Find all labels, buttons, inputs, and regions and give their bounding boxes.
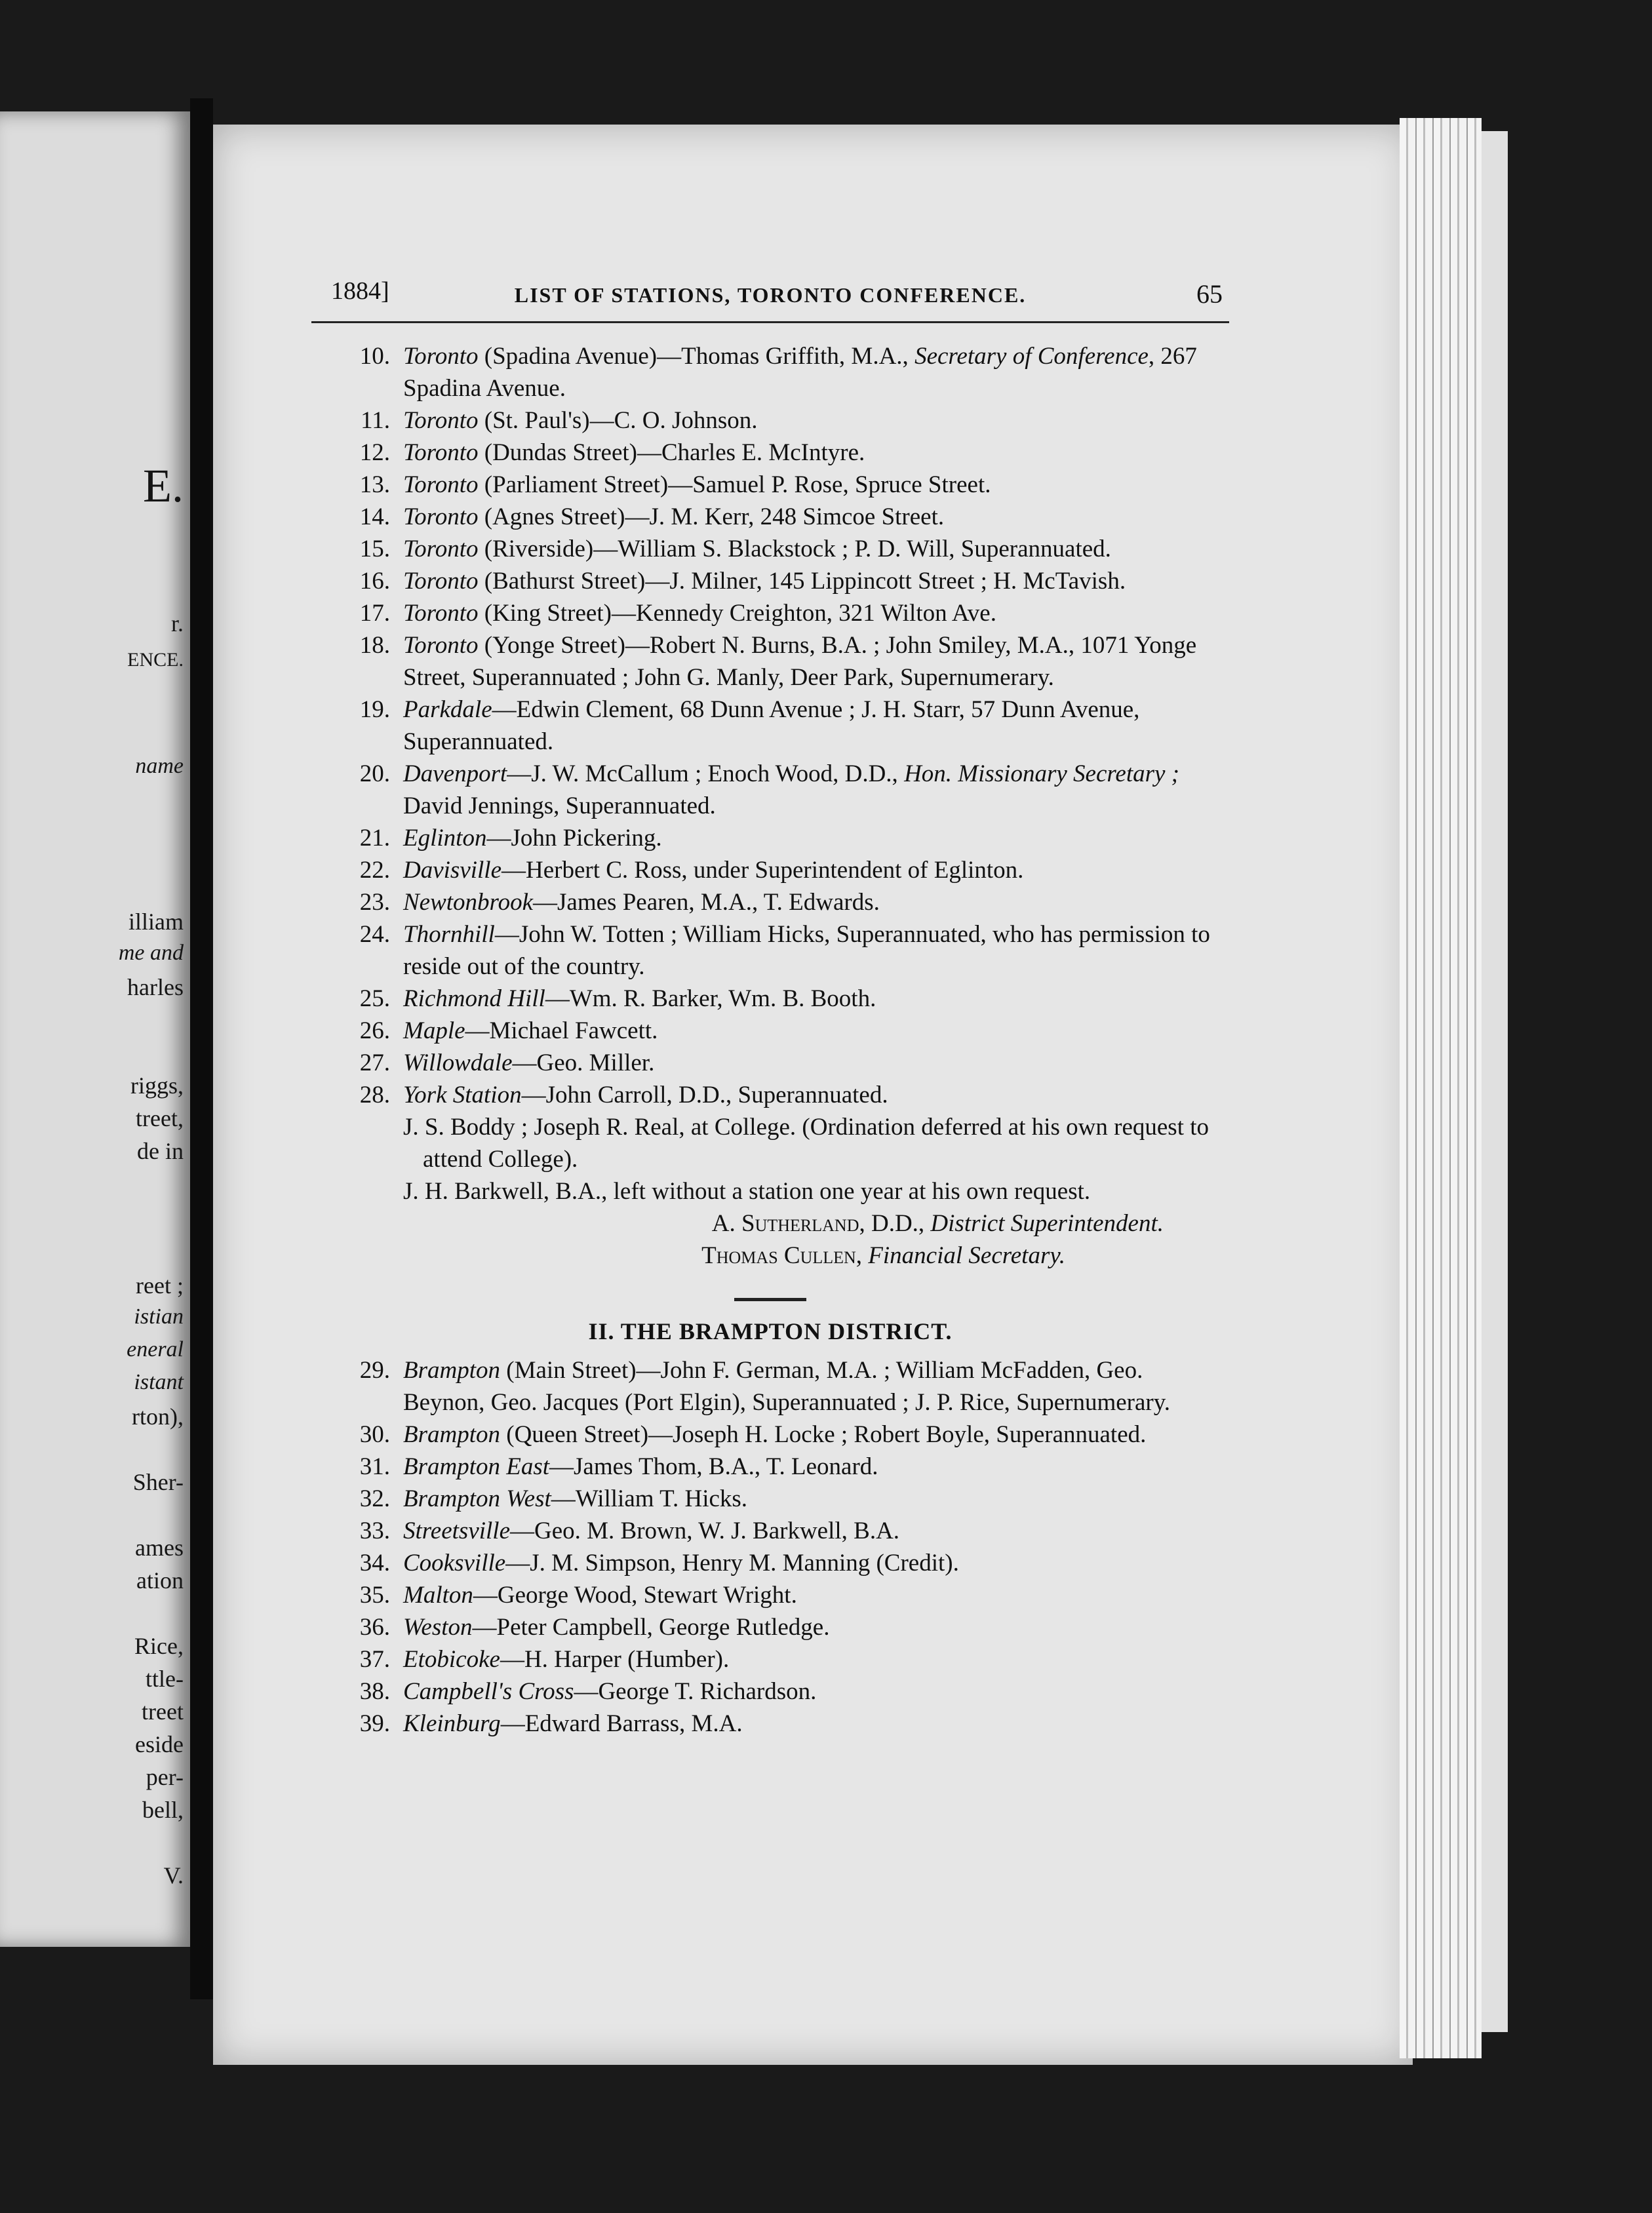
- entry-number: 21.: [359, 825, 390, 852]
- station-entry: [311, 404, 1229, 437]
- entry-number: 36.: [359, 1614, 390, 1641]
- station-entry: [311, 854, 1229, 886]
- station-entry: [311, 501, 1229, 533]
- station-details: —James Pearen, M.A., T. Edwards.: [533, 889, 880, 916]
- station-name: Brampton: [403, 1357, 500, 1384]
- signature-suffix: ,: [856, 1242, 869, 1269]
- left-page-fragment: illiam: [128, 909, 184, 935]
- station-details: —Geo. M. Brown, W. J. Barkwell, B.A.: [510, 1518, 900, 1544]
- station-name: Campbell's Cross: [403, 1678, 574, 1705]
- left-page-fragment: ENCE.: [127, 649, 184, 671]
- station-details: —J. M. Simpson, Henry M. Manning (Credit).: [505, 1550, 959, 1577]
- left-page-fragment: ttle-: [146, 1666, 184, 1692]
- station-details: —George Wood, Stewart Wright.: [473, 1582, 797, 1609]
- station-name: Toronto: [403, 343, 479, 370]
- station-entry: [311, 822, 1229, 854]
- entry-number: 20.: [359, 760, 390, 787]
- left-page-fragment: Sher-: [132, 1469, 184, 1495]
- station-entry: [311, 1419, 1229, 1451]
- entry-number: 22.: [359, 857, 390, 884]
- entry-number: 15.: [359, 536, 390, 562]
- entry-number: 34.: [359, 1550, 390, 1577]
- entry-number: 27.: [359, 1049, 390, 1076]
- page-content: [311, 275, 1229, 1740]
- book-gutter: [190, 98, 213, 1999]
- station-details: —Peter Campbell, George Rutledge.: [472, 1614, 830, 1641]
- signature-block: [311, 1207, 1229, 1272]
- entry-number: 12.: [359, 439, 390, 466]
- station-name: York Station: [403, 1082, 522, 1108]
- station-role: Secretary of Conference: [914, 343, 1149, 370]
- signature-name: Thomas Cullen: [701, 1242, 856, 1269]
- toronto-entries: [311, 340, 1229, 1111]
- left-page-fragment: harles: [127, 974, 184, 1000]
- station-details: (Queen Street)—Joseph H. Locke ; Robert Boyle, Superannuated.: [500, 1421, 1147, 1448]
- station-details: —Herbert C. Ross, under Superintendent of Eglinton.: [502, 857, 1024, 884]
- entry-number: 19.: [359, 696, 390, 723]
- station-details: (Riverside)—William S. Blackstock ; P. D. Will, Superannuated.: [478, 536, 1111, 562]
- station-entry: [311, 437, 1229, 469]
- entry-number: 10.: [359, 343, 390, 370]
- header-title: LIST OF STATIONS, TORONTO CONFERENCE.: [514, 283, 1027, 307]
- station-details: —Edwin Clement, 68 Dunn Avenue ; J. H. Starr, 57 Dunn Avenue, Superannuated.: [403, 696, 1140, 755]
- station-entry: [311, 1451, 1229, 1483]
- notes: [311, 1111, 1229, 1207]
- station-entry: [311, 1047, 1229, 1079]
- station-entry: [311, 1708, 1229, 1740]
- station-entry: [311, 1579, 1229, 1611]
- station-role: Hon. Missionary Secretary ;: [904, 760, 1179, 787]
- left-page-fragment: me and: [118, 941, 184, 965]
- entry-number: 14.: [359, 503, 390, 530]
- station-details: (Yonge Street)—Robert N. Burns, B.A. ; John Smiley, M.A., 1071 Yonge Street, Superannuated ; John G. Manly, Deer Park, Supernumerary.: [403, 632, 1197, 691]
- station-name: Toronto: [403, 632, 479, 659]
- left-page-fragment: treet: [142, 1698, 184, 1725]
- station-entry: [311, 1079, 1229, 1111]
- left-page-fragment: ames: [135, 1535, 184, 1561]
- station-name: Toronto: [403, 503, 479, 530]
- entry-number: 23.: [359, 889, 390, 916]
- station-entry: [311, 1483, 1229, 1515]
- page-edge-background: [1482, 131, 1508, 2032]
- station-name: Kleinburg: [403, 1710, 501, 1737]
- station-entry: [311, 597, 1229, 629]
- station-name: Cooksville: [403, 1550, 506, 1577]
- station-name: Toronto: [403, 600, 479, 627]
- station-entry: [311, 1611, 1229, 1643]
- signature-suffix: , D.D.,: [859, 1210, 931, 1237]
- entry-number: 37.: [359, 1646, 390, 1673]
- left-page-fragment: name: [135, 754, 184, 778]
- entry-number: 11.: [361, 407, 390, 434]
- signature-name: A. Sutherland: [711, 1210, 859, 1237]
- header-year: 1884]: [331, 277, 389, 305]
- station-name: Maple: [403, 1017, 465, 1044]
- entry-number: 33.: [359, 1518, 390, 1544]
- station-name: Toronto: [403, 439, 479, 466]
- station-entry: [311, 694, 1229, 758]
- station-name: Etobicoke: [403, 1646, 500, 1673]
- station-name: Eglinton: [403, 825, 487, 852]
- station-entry: [311, 1015, 1229, 1047]
- entry-number: 32.: [359, 1485, 390, 1512]
- entry-number: 17.: [359, 600, 390, 627]
- station-entry: [311, 886, 1229, 918]
- station-entry: [311, 469, 1229, 501]
- left-page-fragment: r.: [170, 610, 184, 636]
- station-entry: [311, 629, 1229, 694]
- station-details: —Edward Barrass, M.A.: [500, 1710, 743, 1737]
- left-page-fragment: istian: [134, 1304, 184, 1329]
- station-name: Davisville: [403, 857, 502, 884]
- station-name: Davenport: [403, 760, 507, 787]
- entry-number: 38.: [359, 1678, 390, 1705]
- station-entry: [311, 1547, 1229, 1579]
- station-details: —Geo. Miller.: [512, 1049, 655, 1076]
- station-name: Toronto: [403, 536, 479, 562]
- left-page-fragment: rton),: [132, 1403, 184, 1430]
- station-details: (Spadina Avenue)—Thomas Griffith, M.A.,: [478, 343, 915, 370]
- station-entry: [311, 758, 1229, 822]
- running-head: [311, 275, 1229, 323]
- station-details: (King Street)—Kennedy Creighton, 321 Wilton Ave.: [478, 600, 996, 627]
- entry-number: 39.: [359, 1710, 390, 1737]
- station-details: (Agnes Street)—J. M. Kerr, 248 Simcoe Street.: [478, 503, 945, 530]
- signature-financial-secretary: [311, 1240, 1164, 1272]
- station-entry: [311, 565, 1229, 597]
- left-page-fragment: bell,: [142, 1797, 184, 1823]
- left-page-fragment: de in: [137, 1138, 184, 1164]
- station-details: —John Pickering.: [486, 825, 662, 852]
- station-entry: [311, 918, 1229, 983]
- left-page-fragment: eside: [135, 1731, 184, 1757]
- station-name: Malton: [403, 1582, 473, 1609]
- entry-number: 13.: [359, 471, 390, 498]
- station-details: —J. W. McCallum ; Enoch Wood, D.D.,: [507, 760, 905, 787]
- station-name: Richmond Hill: [403, 985, 545, 1012]
- note-ordination: J. S. Boddy ; Joseph R. Real, at College. (Ordination deferred at his own request to attend College).: [403, 1114, 1210, 1173]
- station-name: Brampton: [403, 1421, 500, 1448]
- station-name: Brampton East: [403, 1453, 550, 1480]
- left-page-fragment: istant: [134, 1370, 184, 1394]
- brampton-entries: [311, 1354, 1229, 1740]
- station-details: —H. Harper (Humber).: [500, 1646, 730, 1673]
- left-page-fragment: eneral: [127, 1337, 184, 1361]
- left-page-fragment: ation: [136, 1567, 184, 1594]
- station-name: Toronto: [403, 407, 479, 434]
- entry-number: 30.: [359, 1421, 390, 1448]
- left-page-fragment: E.: [143, 460, 184, 512]
- station-entry: [311, 1643, 1229, 1675]
- section-divider: [734, 1298, 806, 1301]
- station-name: Toronto: [403, 568, 479, 595]
- station-details: —Wm. R. Barker, Wm. B. Booth.: [545, 985, 876, 1012]
- signature-title: District Superintendent.: [930, 1210, 1164, 1237]
- station-details: (Main Street)—John F. German, M.A. ; William McFadden, Geo. Beynon, Geo. Jacques (Port Elgin), Superannuated ; J. P. Rice, Supernumerary.: [403, 1357, 1171, 1416]
- station-details: (St. Paul's)—C. O. Johnson.: [478, 407, 758, 434]
- left-page-fragment: reet ;: [136, 1272, 184, 1299]
- station-name: Streetsville: [403, 1518, 511, 1544]
- station-entry: [311, 340, 1229, 404]
- station-details: (Dundas Street)—Charles E. McIntyre.: [478, 439, 865, 466]
- station-details: —John W. Totten ; William Hicks, Superannuated, who has permission to reside out of the country.: [403, 921, 1210, 980]
- station-name: Willowdale: [403, 1049, 513, 1076]
- left-page-fragment: V.: [163, 1862, 184, 1889]
- entry-number: 28.: [359, 1082, 390, 1108]
- station-name: Thornhill: [403, 921, 495, 948]
- left-page-fragment: per-: [146, 1764, 184, 1790]
- left-facing-page: [0, 111, 190, 1947]
- station-name: Weston: [403, 1614, 473, 1641]
- station-details-rest: , 267 Spadina Avenue.: [403, 343, 1197, 402]
- station-name: Parkdale: [403, 696, 492, 723]
- page-edges: [1400, 118, 1482, 2058]
- entry-number: 26.: [359, 1017, 390, 1044]
- station-details: —James Thom, B.A., T. Leonard.: [549, 1453, 878, 1480]
- left-page-fragment: Rice,: [134, 1633, 184, 1659]
- district-heading: II. THE BRAMPTON DISTRICT.: [588, 1318, 953, 1344]
- left-page-fragment: treet,: [136, 1105, 184, 1131]
- station-details-rest: David Jennings, Superannuated.: [403, 793, 716, 819]
- entry-number: 29.: [359, 1357, 390, 1384]
- entry-number: 16.: [359, 568, 390, 595]
- station-entry: [311, 983, 1229, 1015]
- note-barkwell: J. H. Barkwell, B.A., left without a station one year at his own request.: [403, 1178, 1091, 1205]
- station-details: (Bathurst Street)—J. Milner, 145 Lippincott Street ; H. McTavish.: [478, 568, 1126, 595]
- entry-number: 18.: [359, 632, 390, 659]
- station-name: Brampton West: [403, 1485, 551, 1512]
- entry-number: 25.: [359, 985, 390, 1012]
- signature-title: Financial Secretary.: [868, 1242, 1065, 1269]
- station-name: Newtonbrook: [403, 889, 534, 916]
- entry-number: 24.: [359, 921, 390, 948]
- station-name: Toronto: [403, 471, 479, 498]
- station-details: —Michael Fawcett.: [465, 1017, 658, 1044]
- station-entry: [311, 1675, 1229, 1708]
- left-page-fragment: riggs,: [130, 1072, 184, 1099]
- station-details: (Parliament Street)—Samuel P. Rose, Spruce Street.: [478, 471, 991, 498]
- station-details: —George T. Richardson.: [574, 1678, 817, 1705]
- station-entry: [311, 533, 1229, 565]
- entry-number: 35.: [359, 1582, 390, 1609]
- station-entry: [311, 1354, 1229, 1419]
- signature-superintendent: [311, 1207, 1164, 1240]
- station-entry: [311, 1515, 1229, 1547]
- station-details: —John Carroll, D.D., Superannuated.: [521, 1082, 888, 1108]
- entry-number: 31.: [359, 1453, 390, 1480]
- page-number: 65: [1196, 279, 1223, 309]
- station-details: —William T. Hicks.: [551, 1485, 748, 1512]
